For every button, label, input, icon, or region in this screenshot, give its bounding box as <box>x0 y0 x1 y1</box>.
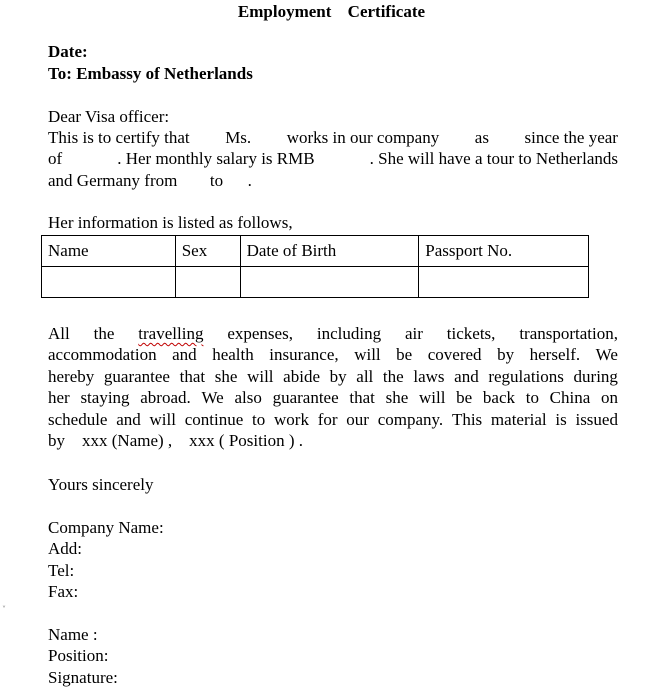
body-word: for <box>317 409 338 429</box>
body-word: by <box>329 366 347 386</box>
intro-text: to <box>209 170 224 190</box>
header-name: Name <box>42 236 176 267</box>
body-word: also <box>234 388 262 408</box>
body-word: health <box>212 345 254 365</box>
body-word: will <box>354 345 381 365</box>
body-word: guarantee <box>272 388 339 408</box>
intro-text: as <box>474 128 489 147</box>
body-word: regulations <box>488 366 564 386</box>
body-word: she <box>385 388 409 408</box>
body-line-2 <box>48 344 618 365</box>
cell-sex[interactable] <box>175 267 240 298</box>
company-name-label: Company Name: <box>48 518 164 537</box>
body-word: be <box>396 345 413 365</box>
intro-text: . Her monthly salary is RMB <box>117 149 315 169</box>
body-word: herself. <box>529 345 581 365</box>
intro-line-3 <box>48 170 618 191</box>
intro-text: of <box>48 149 63 169</box>
signatory-position-label: Position: <box>48 646 109 665</box>
body-line-1 <box>48 323 618 344</box>
body-word: work <box>274 409 309 429</box>
intro-text: works in our company <box>286 128 440 147</box>
body-word: will <box>149 409 176 429</box>
intro-text: since the year <box>524 128 618 147</box>
body-word: and <box>172 345 197 365</box>
body-line-5 <box>48 409 618 430</box>
signature-label: Signature: <box>48 668 118 687</box>
body-word: We <box>201 388 224 408</box>
body-word: abroad. <box>140 388 191 408</box>
intro-text: Ms. <box>225 128 252 147</box>
recipient-line: To: Embassy of Netherlands <box>48 64 253 83</box>
body-word: transportation, <box>519 324 618 343</box>
body-word: covered <box>427 345 482 365</box>
closing: Yours sincerely <box>48 475 154 494</box>
body-word: laws <box>413 366 445 386</box>
body-word: on <box>601 388 618 408</box>
header-passport-no: Passport No. <box>419 236 589 267</box>
cell-name[interactable] <box>42 267 176 298</box>
fax-label: Fax: <box>48 582 79 601</box>
body-word: All <box>48 324 70 343</box>
intro-text: . <box>247 170 252 190</box>
body-word: to <box>525 388 539 408</box>
body-word: all <box>356 366 374 386</box>
intro-line-2 <box>48 148 618 169</box>
body-word: the <box>382 366 404 386</box>
body-word-spellcheck: travelling <box>138 324 204 343</box>
table-header-row <box>42 236 589 267</box>
body-word: accommodation <box>48 345 157 365</box>
body-word: continue <box>184 409 244 429</box>
body-word: air <box>404 324 423 343</box>
body-word: will <box>247 366 274 386</box>
header-sex: Sex <box>175 236 240 267</box>
body-word: is <box>555 409 567 429</box>
body-word: This <box>451 409 483 429</box>
body-word: and <box>454 366 479 386</box>
body-word: be <box>456 388 473 408</box>
info-intro: Her information is listed as follows, <box>48 213 293 232</box>
margin-marker-icon: ˅ <box>2 605 6 614</box>
body-word: company. <box>377 409 444 429</box>
body-word: will <box>418 388 446 408</box>
document-title <box>0 2 663 22</box>
body-line-4 <box>48 387 618 408</box>
telephone-label: Tel: <box>48 561 75 580</box>
address-label: Add: <box>48 539 82 558</box>
body-word: hereby <box>48 366 95 386</box>
body-line-6: by xxx (Name) , xxx ( Position ) . <box>48 431 303 451</box>
intro-text: This is to certify that <box>48 128 190 147</box>
body-word: tickets, <box>446 324 496 343</box>
body-word: to <box>252 409 266 429</box>
body-word: back <box>482 388 515 408</box>
signatory-name-label: Name : <box>48 625 98 644</box>
body-word: she <box>214 366 238 386</box>
body-word: abide <box>283 366 320 386</box>
body-word: China <box>549 388 591 408</box>
body-word: during <box>573 366 618 386</box>
salutation: Dear Visa officer: <box>48 107 170 126</box>
intro-text: and Germany from <box>48 170 178 190</box>
body-word: that <box>179 366 206 386</box>
header-date-of-birth: Date of Birth <box>240 236 419 267</box>
cell-passport-no[interactable] <box>419 267 589 298</box>
body-word: that <box>349 388 375 408</box>
body-word: the <box>93 324 115 343</box>
body-word: including <box>316 324 382 343</box>
table-row <box>42 267 589 298</box>
body-word: We <box>595 345 618 365</box>
body-word: our <box>346 409 369 429</box>
intro-text: . She will have a tour to Netherlands <box>369 149 618 169</box>
body-line-3 <box>48 366 618 387</box>
date-label: Date: <box>48 42 88 61</box>
body-word: insurance, <box>269 345 339 365</box>
body-word: issued <box>575 409 618 429</box>
title-word-certificate: Certificate <box>347 2 426 21</box>
cell-date-of-birth[interactable] <box>240 267 419 298</box>
body-word: guarantee <box>103 366 170 386</box>
guarantee-paragraph <box>48 323 618 451</box>
personal-info-table <box>41 235 589 298</box>
intro-line-1 <box>48 127 618 148</box>
body-word: and <box>116 409 141 429</box>
title-word-employment: Employment <box>237 2 332 21</box>
body-word: schedule <box>48 409 108 429</box>
body-word: staying <box>80 388 130 408</box>
body-word: material <box>490 409 547 429</box>
body-word: her <box>48 388 70 408</box>
body-word: expenses, <box>227 324 293 343</box>
body-word: by <box>497 345 515 365</box>
intro-paragraph <box>48 127 618 191</box>
